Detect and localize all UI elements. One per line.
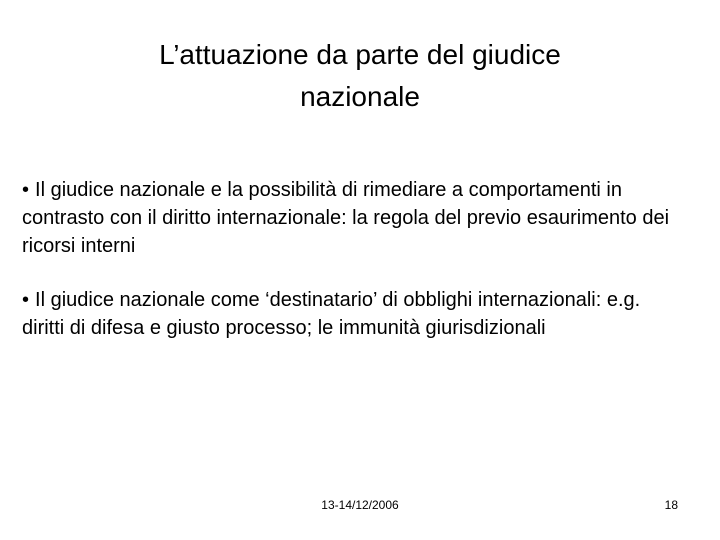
bullet-list: [22, 176, 672, 368]
slide-title: [60, 34, 660, 118]
slide-title-line-1: L’attuazione da parte del giudice: [159, 39, 561, 70]
slide-title-line-2: nazionale: [300, 81, 420, 112]
bullet-marker: •: [22, 289, 30, 311]
footer-page-number: 18: [664, 498, 678, 512]
bullet-marker: •: [22, 179, 30, 201]
bullet-item: [22, 176, 672, 260]
bullet-text: Il giudice nazionale come ‘destinatario’ di obblighi internazionali: e.g. diritti di difesa e giusto processo; le immunità giurisdizionali: [22, 289, 641, 339]
footer-date: 13-14/12/2006: [321, 498, 399, 512]
bullet-text: Il giudice nazionale e la possibilità di rimediare a comportamenti in contrasto con il diritto internazionale: la regola del previo esaurimento dei ricorsi interni: [22, 179, 670, 257]
bullet-item: [22, 286, 672, 342]
